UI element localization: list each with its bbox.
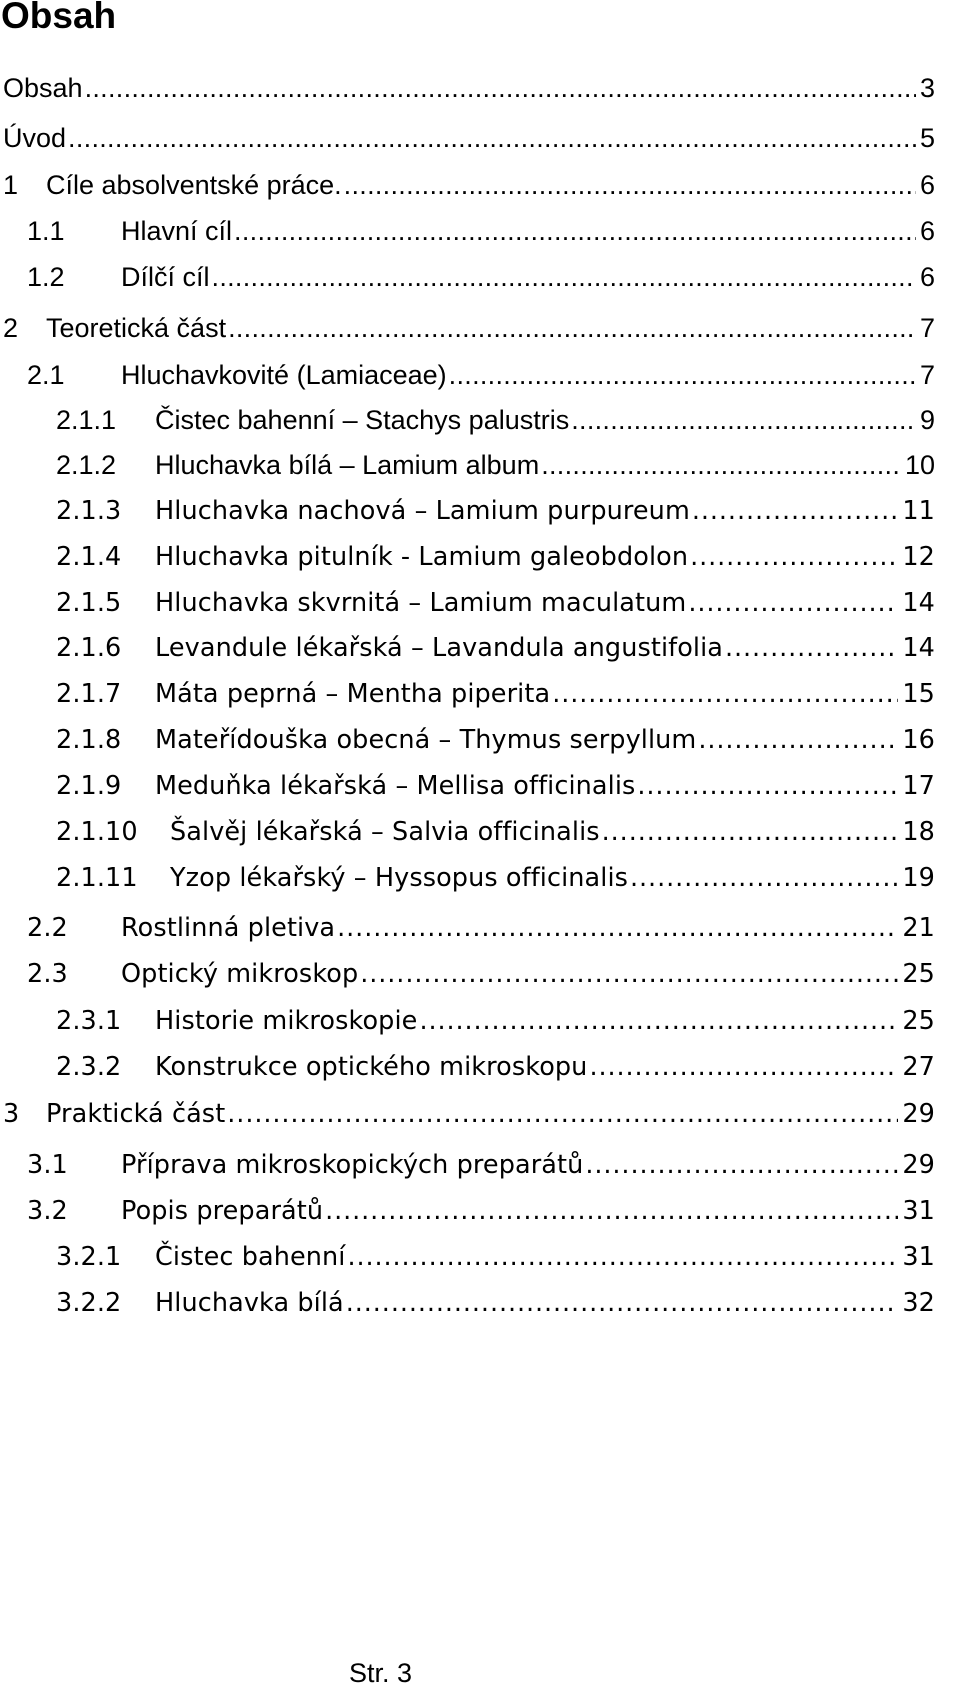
toc-entry-title: Hlavní cíl — [121, 216, 233, 246]
toc-dot-leader — [347, 1237, 898, 1277]
toc-dot-leader — [589, 1047, 898, 1087]
toc-entry-number: 2.1.11 — [56, 863, 138, 893]
toc-dot-leader — [698, 720, 898, 760]
toc-entry[interactable] — [0, 1001, 935, 1041]
toc-entry[interactable] — [0, 1145, 935, 1185]
toc-entry-page: 9 — [919, 405, 935, 435]
toc-entry-page: 6 — [919, 216, 935, 246]
toc-dot-leader — [449, 355, 916, 395]
toc-entry[interactable] — [0, 720, 935, 760]
toc-entry-number: 2.1.3 — [56, 496, 122, 526]
toc-entry-page: 25 — [902, 1006, 935, 1036]
toc-entry[interactable] — [0, 812, 935, 852]
toc-entry-number: 3.2.2 — [56, 1288, 122, 1318]
toc-entry-page: 12 — [902, 542, 935, 572]
toc-entry-title: Meduňka lékařská – Mellisa officinalis — [155, 771, 636, 801]
toc-dot-leader — [688, 583, 898, 623]
toc-dot-leader — [227, 1094, 898, 1134]
toc-entry-number: 1.2 — [27, 262, 65, 292]
toc-entry-number: 2.1 — [27, 360, 65, 390]
toc-entry-title: Šalvěj lékařská – Salvia officinalis — [170, 817, 600, 847]
toc-entry[interactable] — [0, 1191, 935, 1231]
toc-entry-number: 2 — [3, 313, 19, 343]
toc-entry-title: Hluchavka skvrnitá – Lamium maculatum — [155, 588, 687, 618]
toc-entry-title: Obsah — [3, 73, 83, 103]
toc-entry-page: 3 — [919, 73, 935, 103]
toc-entry-title: Yzop lékařský – Hyssopus officinalis — [170, 863, 629, 893]
toc-entry-page: 17 — [902, 771, 935, 801]
toc-entry-page: 14 — [902, 633, 935, 663]
toc-entry-number: 2.1.6 — [56, 633, 122, 663]
toc-heading: Obsah — [1, 0, 117, 36]
toc-entry-number: 3 — [3, 1099, 20, 1129]
toc-entry[interactable] — [0, 355, 935, 395]
page-number-footer: Str. 3 — [349, 1658, 413, 1688]
toc-dot-leader — [585, 1145, 898, 1185]
toc-entry-number: 2.1.5 — [56, 588, 122, 618]
toc-entry-page: 16 — [902, 725, 935, 755]
toc-entry-title: Historie mikroskopie — [155, 1006, 418, 1036]
toc-entry-title: Hluchavka bílá — [155, 1288, 344, 1318]
toc-dot-leader — [630, 858, 898, 898]
toc-entry[interactable] — [0, 491, 935, 531]
toc-dot-leader — [360, 954, 898, 994]
toc-dot-leader — [346, 1283, 899, 1323]
toc-dot-leader — [325, 1191, 898, 1231]
toc-entry-number: 2.1.9 — [56, 771, 122, 801]
toc-entry[interactable] — [0, 583, 935, 623]
toc-dot-leader — [234, 211, 916, 251]
toc-entry[interactable] — [0, 1237, 935, 1277]
toc-entry-title: Úvod — [3, 123, 67, 153]
toc-entry-title: Dílčí cíl — [121, 262, 210, 292]
toc-entry[interactable] — [0, 628, 935, 668]
toc-entry-page: 31 — [902, 1196, 935, 1226]
toc-entry-number: 2.1.4 — [56, 542, 122, 572]
toc-entry[interactable] — [0, 1283, 935, 1323]
toc-entry-page: 7 — [919, 313, 935, 343]
toc-dot-leader — [337, 908, 898, 948]
toc-entry-page: 19 — [902, 863, 935, 893]
toc-dot-leader — [692, 491, 898, 531]
toc-dot-leader — [602, 812, 899, 852]
toc-entry-number: 2.1.2 — [56, 450, 117, 480]
toc-entry-title: Hluchavka bílá – Lamium album — [155, 450, 540, 480]
toc-entry-page: 7 — [919, 360, 935, 390]
toc-dot-leader — [212, 257, 916, 297]
toc-entry-page: 15 — [902, 679, 935, 709]
toc-entry[interactable] — [0, 308, 935, 348]
toc-entry-title: Čistec bahenní — [155, 1242, 346, 1272]
toc-entry[interactable] — [0, 766, 935, 806]
toc-entry[interactable] — [0, 908, 935, 948]
toc-dot-leader — [85, 68, 916, 108]
toc-entry-page: 14 — [902, 588, 935, 618]
toc-entry-number: 2.3.2 — [56, 1052, 122, 1082]
toc-entry-number: 3.2.1 — [56, 1242, 122, 1272]
toc-entry-title: Máta peprná – Mentha piperita — [155, 679, 551, 709]
toc-entry-title: Levandule lékařská – Lavandula angustifolia — [155, 633, 724, 663]
toc-entry-page: 25 — [902, 959, 935, 989]
toc-entry-title: Popis preparátů — [121, 1196, 324, 1226]
toc-entry-number: 2.1.10 — [56, 817, 138, 847]
toc-entry[interactable] — [0, 674, 935, 714]
toc-entry-number: 3.2 — [27, 1196, 68, 1226]
toc-entry[interactable] — [0, 537, 935, 577]
toc-dot-leader — [637, 766, 898, 806]
toc-entry-title: Příprava mikroskopických preparátů — [121, 1150, 584, 1180]
toc-dot-leader — [541, 445, 901, 485]
toc-dot-leader — [552, 674, 898, 714]
toc-entry-title: Cíle absolventské práce. — [46, 170, 342, 200]
toc-dot-leader — [690, 537, 898, 577]
toc-entry[interactable] — [0, 1094, 935, 1134]
toc-entry-number: 2.3.1 — [56, 1006, 122, 1036]
toc-entry-title: Hluchavkovité (Lamiaceae) — [121, 360, 447, 390]
toc-entry-number: 3.1 — [27, 1150, 68, 1180]
toc-entry-number: 2.2 — [27, 913, 68, 943]
toc-dot-leader — [344, 165, 916, 205]
toc-entry-title: Hluchavka pitulník - Lamium galeobdolon — [155, 542, 689, 572]
toc-dot-leader — [419, 1001, 898, 1041]
toc-entry-title: Teoretická část — [46, 313, 227, 343]
toc-entry[interactable] — [0, 400, 935, 440]
toc-entry[interactable] — [0, 257, 935, 297]
toc-entry-page: 6 — [919, 170, 935, 200]
toc-entry-title: Konstrukce optického mikroskopu — [155, 1052, 588, 1082]
toc-entry-page: 32 — [902, 1288, 935, 1318]
toc-entry-page: 10 — [904, 450, 935, 480]
toc-entry-page: 5 — [919, 123, 935, 153]
toc-entry-title: Rostlinná pletiva — [121, 913, 336, 943]
toc-entry-page: 31 — [902, 1242, 935, 1272]
toc-entry-number: 2.1.1 — [56, 405, 117, 435]
toc-dot-leader — [725, 628, 898, 668]
toc-entry-page: 11 — [902, 496, 935, 526]
toc-dot-leader — [571, 400, 916, 440]
toc-entry[interactable] — [0, 445, 935, 485]
toc-entry[interactable] — [0, 211, 935, 251]
toc-entry-title: Čistec bahenní – Stachys palustris — [155, 405, 570, 435]
toc-entry[interactable] — [0, 118, 935, 158]
toc-entry-page: 29 — [902, 1099, 935, 1129]
toc-entry-number: 2.1.8 — [56, 725, 122, 755]
toc-entry-page: 18 — [902, 817, 935, 847]
toc-entry-page: 21 — [902, 913, 935, 943]
toc-entry-page: 6 — [919, 262, 935, 292]
toc-entry-title: Optický mikroskop — [121, 959, 359, 989]
toc-entry-title: Praktická část — [46, 1099, 226, 1129]
toc-entry[interactable] — [0, 1047, 935, 1087]
toc-entry-title: Mateřídouška obecná – Thymus serpyllum — [155, 725, 697, 755]
toc-entry-number: 2.3 — [27, 959, 68, 989]
toc-entry-page: 29 — [902, 1150, 935, 1180]
toc-entry-number: 1 — [3, 170, 19, 200]
toc-dot-leader — [228, 308, 916, 348]
toc-entry[interactable] — [0, 68, 935, 108]
toc-entry-number: 2.1.7 — [56, 679, 122, 709]
toc-entry-title: Hluchavka nachová – Lamium purpureum — [155, 496, 690, 526]
toc-entry[interactable] — [0, 858, 935, 898]
toc-entry[interactable] — [0, 165, 935, 205]
toc-entry[interactable] — [0, 954, 935, 994]
toc-entry-number: 1.1 — [27, 216, 65, 246]
toc-dot-leader — [68, 118, 916, 158]
toc-entry-page: 27 — [902, 1052, 935, 1082]
